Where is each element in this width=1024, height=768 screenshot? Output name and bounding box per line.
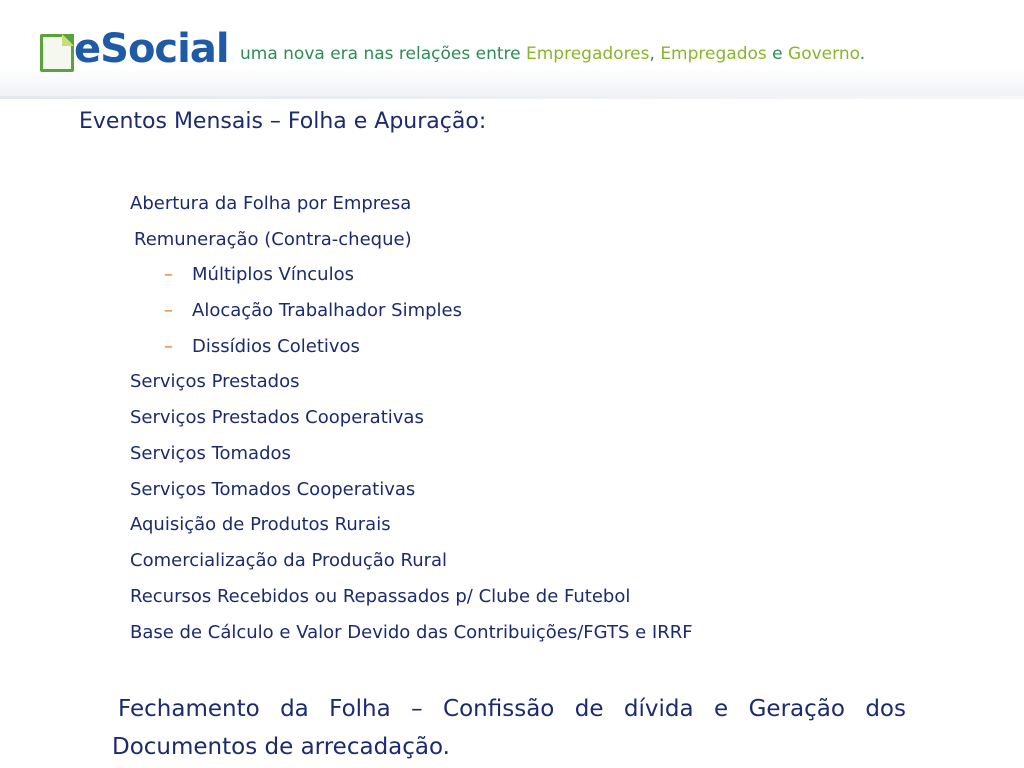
list-item-label: Aquisição de Produtos Rurais <box>130 514 391 535</box>
header-divider <box>0 96 1024 99</box>
tagline <box>240 44 865 64</box>
tagline-employers: Empregadores <box>526 44 650 64</box>
list-item-label: Serviços Prestados Cooperativas <box>130 407 424 428</box>
tagline-prefix: uma nova era nas relações entre <box>240 44 526 64</box>
logo-text: eSocial <box>74 26 229 72</box>
list-item <box>130 514 391 535</box>
closing-statement <box>112 690 906 766</box>
list-item <box>130 193 411 214</box>
closing-line-1: Fechamento da Folha – Confissão de dívida e Geração dos <box>118 696 906 722</box>
list-item-label: Serviços Prestados <box>130 371 300 392</box>
dash-bullet-icon: – <box>164 264 173 285</box>
list-item-label: Serviços Tomados Cooperativas <box>130 479 416 500</box>
list-item <box>130 443 291 464</box>
document-icon <box>40 34 74 72</box>
list-item-label: Abertura da Folha por Empresa <box>130 193 412 214</box>
dash-bullet-icon: – <box>164 300 173 321</box>
list-item <box>134 229 412 250</box>
list-item-label: Recursos Recebidos ou Repassados p/ Clube de Futebol <box>130 586 631 607</box>
list-item-label: Alocação Trabalhador Simples <box>192 300 462 321</box>
esocial-logo <box>38 28 228 82</box>
list-item <box>130 407 424 428</box>
tagline-sep2: e <box>766 44 789 64</box>
slide-header <box>0 0 1024 98</box>
tagline-employees: Empregados <box>660 44 767 64</box>
tagline-sep1: , <box>649 44 661 64</box>
dash-bullet-icon: – <box>164 336 173 357</box>
list-item <box>130 622 693 643</box>
list-item <box>130 550 447 571</box>
list-item-label: Múltiplos Vínculos <box>192 264 354 285</box>
slide-title: Eventos Mensais – Folha e Apuração: <box>79 109 487 134</box>
list-item <box>130 586 630 607</box>
list-item <box>130 371 299 392</box>
list-item <box>130 479 415 500</box>
sub-list-item <box>164 264 354 285</box>
list-item-label: Remuneração (Contra-cheque) <box>134 229 412 250</box>
closing-line-2: Documentos de arrecadação. <box>112 734 450 760</box>
tagline-end: . <box>859 44 866 64</box>
sub-list-item <box>164 300 462 321</box>
list-item-label: Base de Cálculo e Valor Devido das Contribuições/FGTS e IRRF <box>130 622 693 643</box>
tagline-government: Governo <box>788 44 860 64</box>
sub-list-item <box>164 336 360 357</box>
list-item-label: Dissídios Coletivos <box>192 336 360 357</box>
list-item-label: Serviços Tomados <box>130 443 291 464</box>
list-item-label: Comercialização da Produção Rural <box>130 550 448 571</box>
